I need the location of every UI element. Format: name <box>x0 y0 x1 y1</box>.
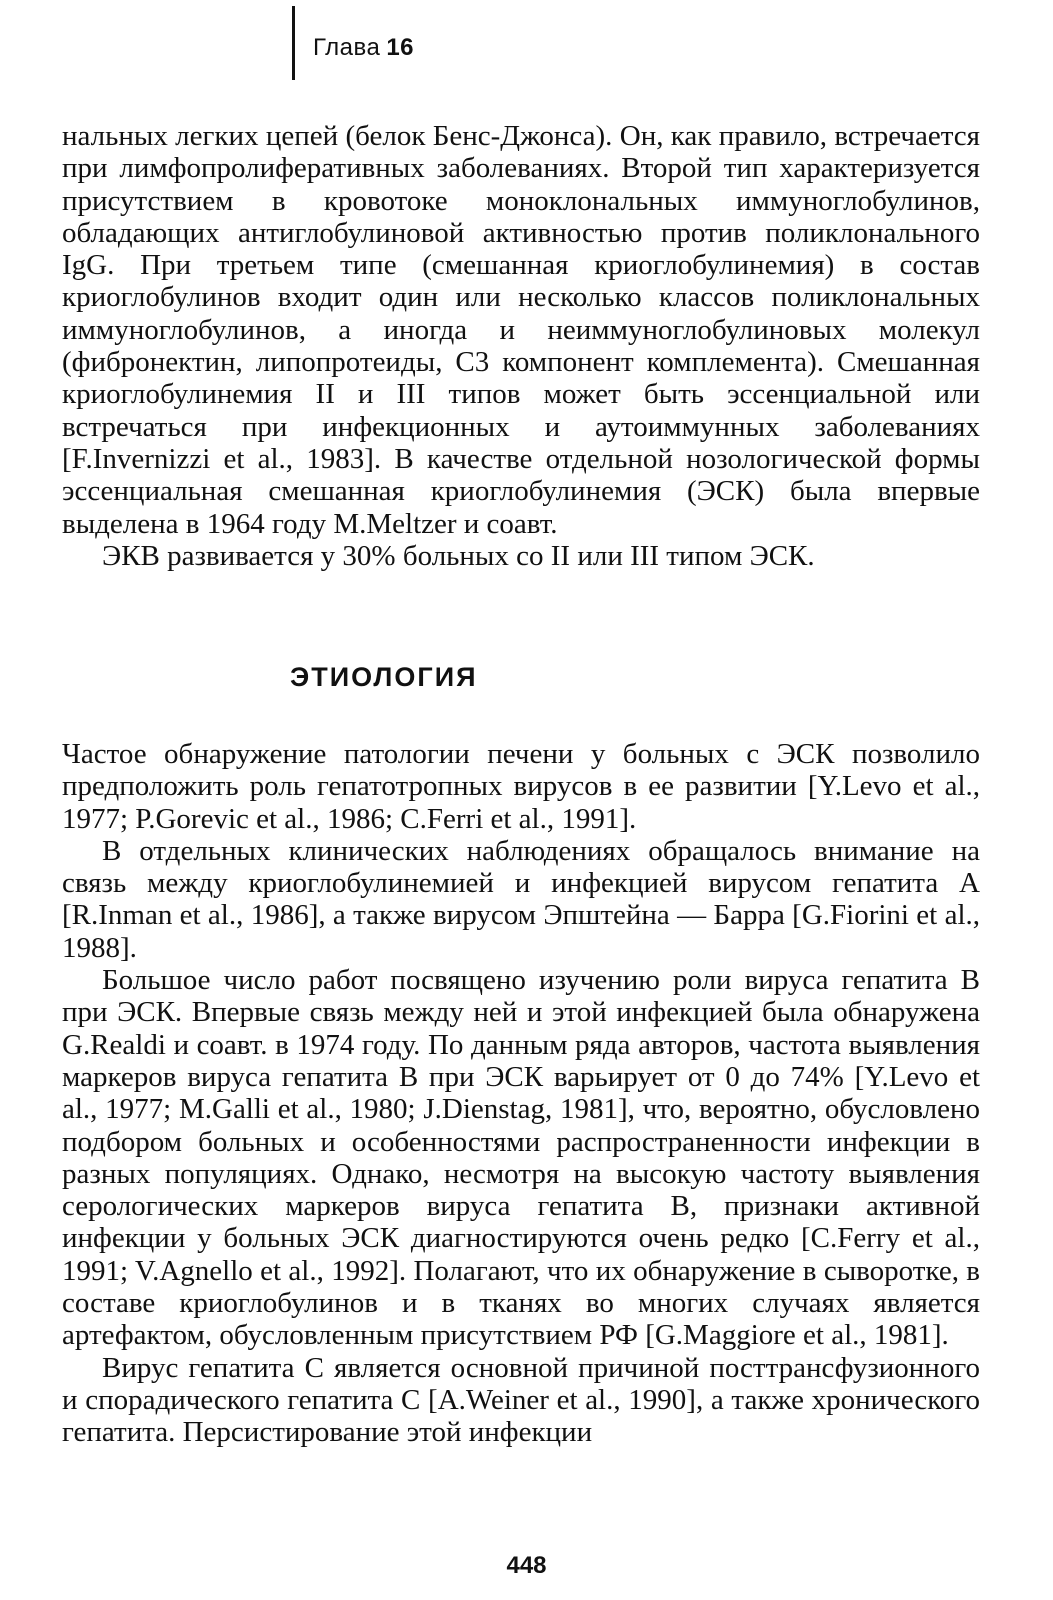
paragraph-ekv-incidence: ЭКВ развивается у 30% больных со II или III типом ЭСК. <box>102 539 815 572</box>
section-heading-etiology: ЭТИОЛОГИЯ <box>290 662 478 692</box>
paragraph-hepatitis-a: В отдельных клинических наблюдениях обращалось внимание на связь между криоглобулинемией и инфекцией вирусом гепатита А [R.Inman et al., 1986], а также вирусом Эпштейна — Барра [G.Fiorini et al., 1988]. <box>62 834 980 964</box>
chapter-word: Глава <box>313 34 381 61</box>
text-block-intro <box>62 120 980 572</box>
paragraph-cryoglobulin-types: нальных легких цепей (белок Бенс-Джонса). Он, как правило, встречается при лимфопролиферативных заболеваниях. Второй тип характеризуется присутствием в кровотоке моноклональных иммуноглобулинов, обладающих антиглобулиновой активностью против поликлонального IgG. При третьем типе (смешанная криоглобулинемия) в состав криоглобулинов входит один или несколько классов поликлональных иммуноглобулинов, а иногда и неиммуноглобулиновых молекул (фибронектин, липопротеиды, С3 компонент комплемента). Смешанная криоглобулинемия II и III типов может быть эссенциальной или встречаться при инфекционных и аутоиммунных заболеваниях [F.Invernizzi et al., 1983]. В качестве отдельной нозологической формы эссенциальная смешанная криоглобулинемия (ЭСК) была впервые выделена в 1964 году M.Meltzer и соавт. <box>62 120 980 540</box>
paragraph-hepatitis-c: Вирус гепатита С является основной причиной посттрансфузионного и спорадического гепатита С [A.Weiner et al., 1990], а также хронического гепатита. Персистирование этой инфекции <box>62 1351 980 1449</box>
chapter-number: 16 <box>386 34 415 61</box>
page-number: 448 <box>506 1552 547 1579</box>
running-head <box>292 6 415 80</box>
text-block-etiology <box>62 738 980 1449</box>
chapter-label <box>313 34 414 62</box>
paragraph-hepatitis-b: Большое число работ посвящено изучению роли вируса гепатита В при ЭСК. Впервые связь между ней и этой инфекцией была обнаружена G.Realdi и соавт. в 1974 году. По данным ряда авторов, частота выявления маркеров вируса гепатита В при ЭСК варьирует от 0 до 74% [Y.Levo et al., 1977; M.Galli et al., 1980; J.Dienstag, 1981], что, вероятно, обусловлено подбором больных и особенностями распространенности инфекции в разных популяциях. Однако, несмотря на высокую частоту выявления серологических маркеров вируса гепатита В, признаки активной инфекции у больных ЭСК диагностируются очень редко [C.Ferry et al., 1991; V.Agnello et al., 1992]. Полагают, что их обнаружение в сыворотке, в составе криоглобулинов и в тканях во многих случаях является артефактом, обусловленным присутствием РФ [G.Maggiore et al., 1981]. <box>62 964 980 1352</box>
paragraph-liver-pathology: Частое обнаружение патологии печени у больных с ЭСК позволило предположить роль гепатотропных вирусов в ее развитии [Y.Levo et al., 1977; P.Gorevic et al., 1986; C.Ferri et al., 1991]. <box>62 738 980 835</box>
